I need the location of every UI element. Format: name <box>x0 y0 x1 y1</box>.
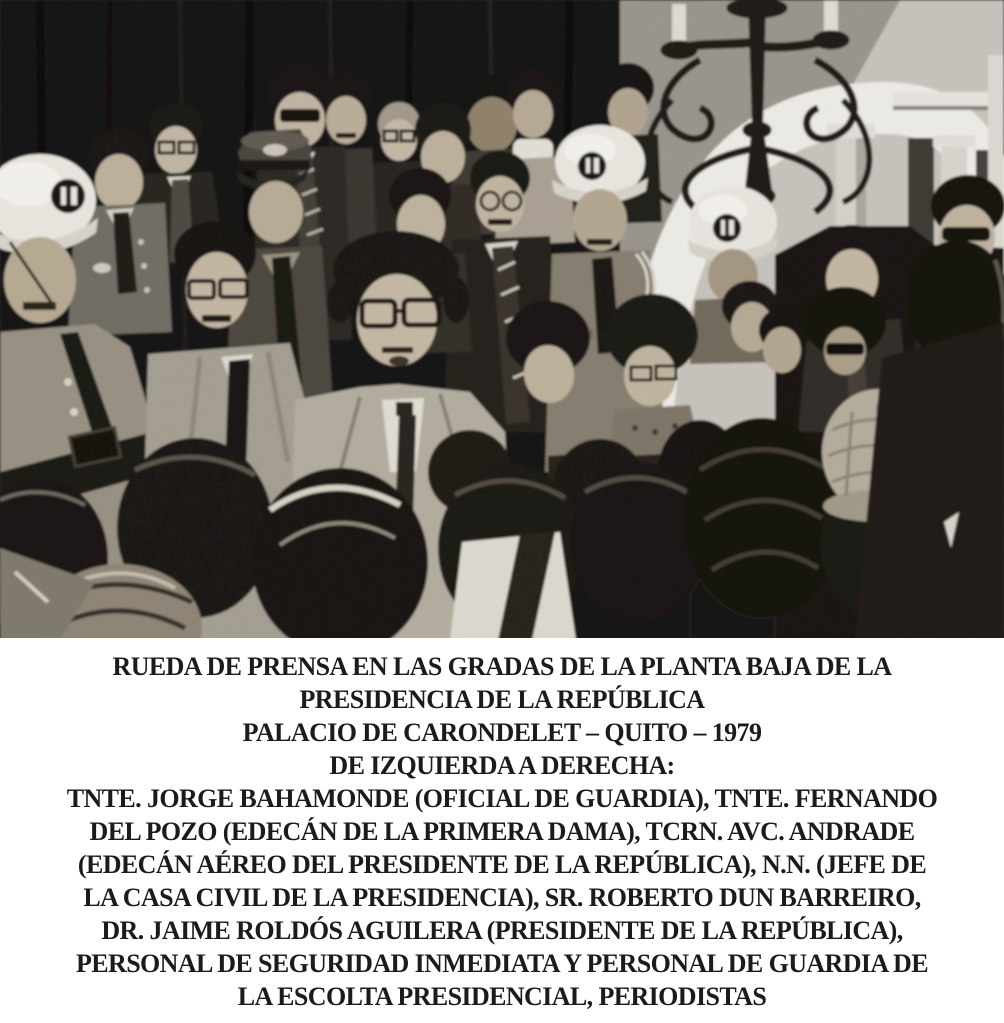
caption-line: (EDECÁN AÉREO DEL PRESIDENTE DE LA REPÚBLICA), N.N. (JEFE DE <box>77 850 927 879</box>
caption-line: DE IZQUIERDA A DERECHA: <box>329 751 675 780</box>
caption-line: TNTE. JORGE BAHAMONDE (OFICIAL DE GUARDIA), TNTE. FERNANDO <box>66 784 938 813</box>
caption-line: RUEDA DE PRENSA EN LAS GRADAS DE LA PLANTA BAJA DE LA <box>112 652 892 681</box>
caption-line: DEL POZO (EDECÁN DE LA PRIMERA DAMA), TCRN. AVC. ANDRADE <box>89 817 915 846</box>
caption-line: PALACIO DE CARONDELET – QUITO – 1979 <box>242 718 762 747</box>
caption-line: PRESIDENCIA DE LA REPÚBLICA <box>299 685 705 714</box>
caption-line: DR. JAIME ROLDÓS AGUILERA (PRESIDENTE DE LA REPÚBLICA), <box>101 916 903 945</box>
caption-line: LA CASA CIVIL DE LA PRESIDENCIA), SR. ROBERTO DUN BARREIRO, <box>83 883 921 912</box>
caption-line: LA ESCOLTA PRESIDENCIAL, PERIODISTAS <box>237 982 767 1011</box>
photo-caption <box>0 638 1004 1013</box>
caption-line: PERSONAL DE SEGURIDAD INMEDIATA Y PERSONAL DE GUARDIA DE <box>76 949 928 978</box>
